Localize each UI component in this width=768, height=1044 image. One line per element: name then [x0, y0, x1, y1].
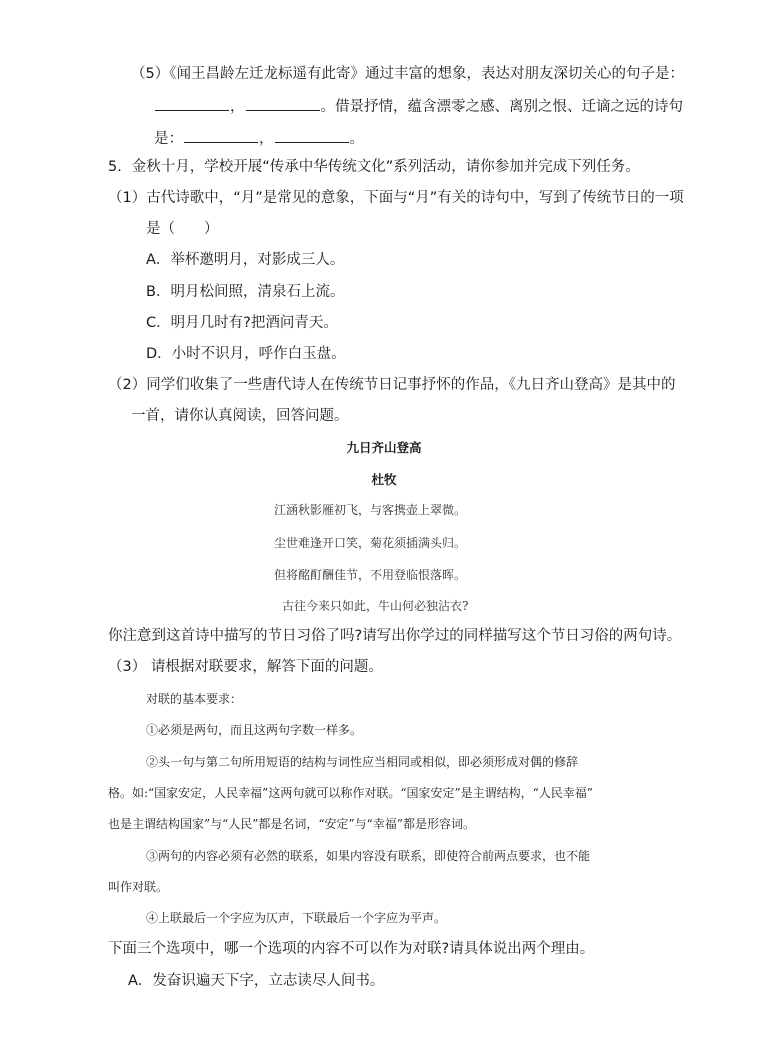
q5-2-question: 你注意到这首诗中描写的节日习俗了吗?请写出你学过的同样描写这个节日习俗的两句诗。 [108, 628, 682, 644]
couplet-req-title: 对联的基本要求： [146, 692, 243, 706]
q5-1-option-a: A．举杯邀明月，对影成三人。 [146, 252, 345, 268]
q5-1-option-c: C．明月几时有?把酒问青天。 [146, 315, 338, 331]
couplet-req-2-cont: 格。如:“国家安定，人民幸福”这两句就可以称作对联。“国家安定”是主谓结构，“人民幸福” [108, 786, 593, 800]
q5-1-stem-line2: 是（ ） [146, 221, 219, 237]
couplet-req-4: ④上联最后一个字应为仄声，下联最后一个字应为平声。 [146, 911, 447, 925]
q4-5-stem: （5）《闻王昌龄左迁龙标遥有此寄》通过丰富的想象，表达对朋友深切关心的句子是： [131, 66, 684, 82]
answer-blank[interactable] [184, 127, 258, 143]
poem-line: 但将酩酊酬佳节，不用登临恨落晖。 [274, 568, 467, 582]
poem-line: 尘世难逢开口笑，菊花须插满头归。 [274, 536, 467, 550]
couplet-req-2-cont: 也是主谓结构国家”与“人民”都是名词，“安定”与“幸福”都是形容词。 [108, 817, 475, 831]
answer-blank[interactable] [275, 127, 349, 143]
q5-3-question: 下面三个选项中，哪一个选项的内容不可以作为对联?请具体说出两个理由。 [108, 941, 595, 957]
q5-1-option-b: B．明月松间照，清泉石上流。 [146, 284, 345, 300]
q4-5-blank-line1: ， 。借景抒情，蕴含漂零之感、离别之恨、迁谪之远的诗句 [154, 95, 683, 117]
couplet-req-3-cont: 叫作对联。 [108, 880, 169, 894]
q5-2-stem-line1: （2）同学们收集了一些唐代诗人在传统节日记事抒怀的作品，《九日齐山登高》是其中的 [108, 377, 676, 393]
q5-1-stem-line1: （1）古代诗歌中，“月”是常见的意象，下面与“月”有关的诗句中，写到了传统节日的一项 [108, 190, 684, 206]
couplet-req-2: ②头一句与第二句所用短语的结构与词性应当相同或相似，即必须形成对偶的修辞 [146, 755, 579, 769]
couplet-req-1: ①必须是两句，而且这两句字数一样多。 [146, 723, 363, 737]
answer-blank[interactable] [246, 95, 320, 111]
q5-2-stem-line2: 一首，请你认真阅读，回答问题。 [131, 408, 349, 424]
poem-title: 九日齐山登高 [346, 440, 422, 455]
couplet-req-3: ③两句的内容必须有必然的联系，如果内容没有联系，即使符合前两点要求，也不能 [146, 849, 591, 863]
q5-intro: 5．金秋十月，学校开展“传承中华传统文化”系列活动，请你参加并完成下列任务。 [108, 159, 640, 175]
answer-blank[interactable] [155, 95, 229, 111]
poem-line: 江涵秋影雁初飞，与客携壶上翠微。 [274, 503, 467, 517]
q5-3-option-a: A．发奋识遍天下字，立志读尽人间书。 [128, 973, 385, 989]
q4-5-blank-line2: 是： ， 。 [154, 127, 364, 149]
poem-author: 杜牧 [371, 472, 397, 487]
q5-3-stem: （3） 请根据对联要求，解答下面的问题。 [108, 659, 383, 675]
q5-1-option-d: D．小时不识月，呼作白玉盘。 [146, 346, 346, 362]
poem-line: 古往今来只如此，牛山何必独沾衣? [282, 599, 469, 613]
